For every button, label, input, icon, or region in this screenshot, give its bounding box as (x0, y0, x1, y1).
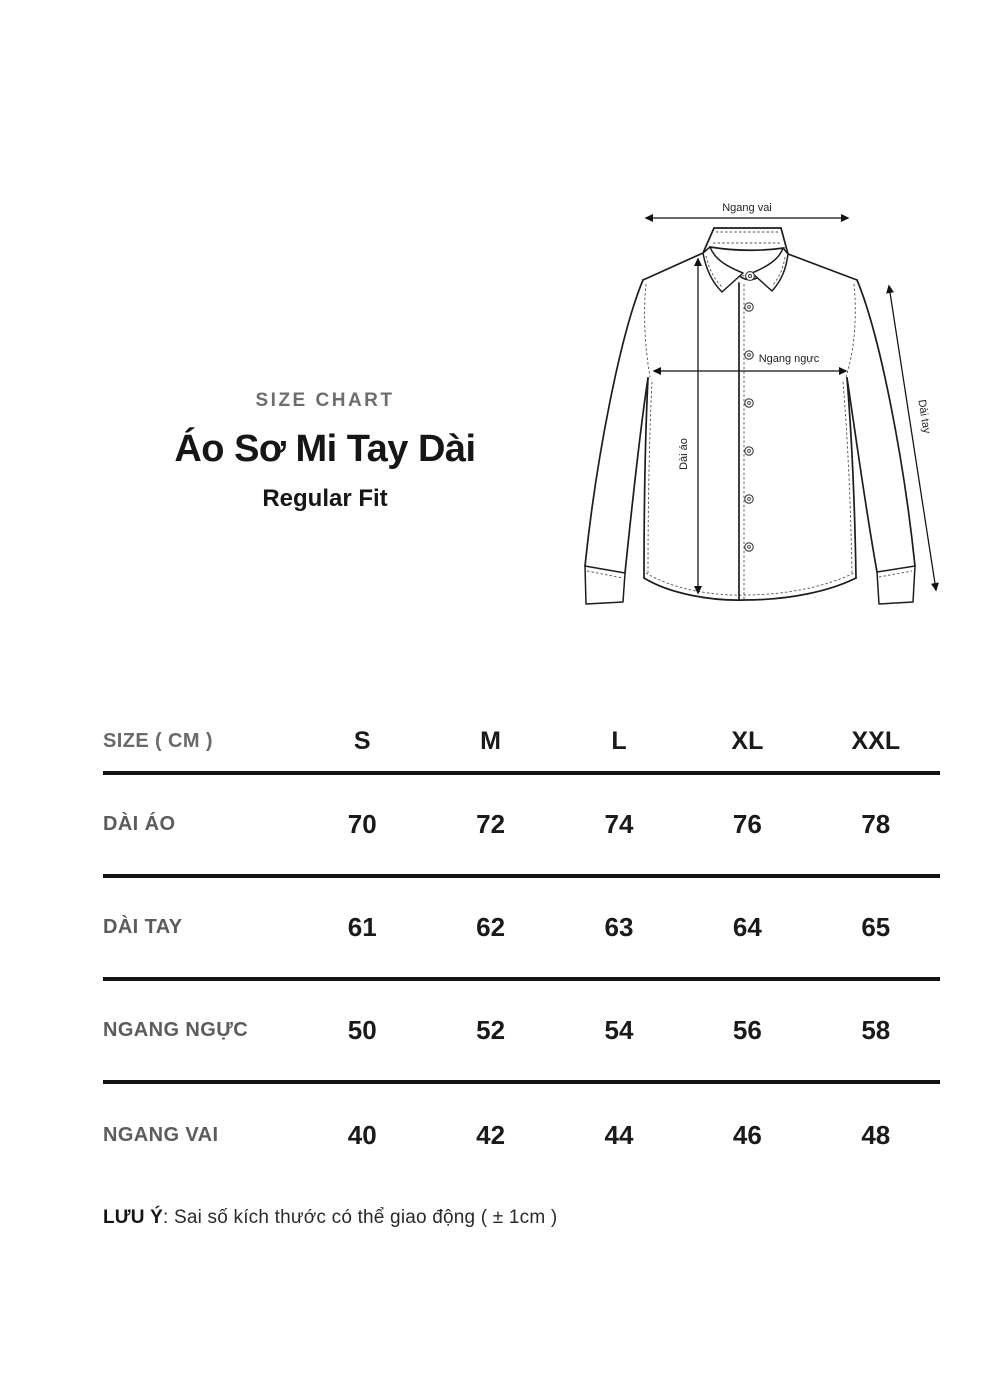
row-label: NGANG NGỰC (103, 1019, 249, 1041)
sleeve-length-label: Dài tay (915, 398, 933, 435)
title-block (60, 390, 590, 513)
size-col-l: L (611, 727, 627, 755)
size-col-m: M (480, 727, 501, 755)
cell-value: 56 (732, 1015, 762, 1045)
cell-value: 46 (732, 1120, 762, 1150)
cell-value: 76 (732, 809, 762, 839)
cell-value: 63 (604, 912, 634, 942)
body-length-label: Dài áo (678, 438, 690, 470)
cell-value: 78 (861, 809, 891, 839)
cell-value: 50 (347, 1015, 377, 1045)
cell-value: 70 (347, 809, 377, 839)
size-chart-eyebrow: SIZE CHART (255, 390, 395, 411)
fit-subtitle: Regular Fit (262, 485, 388, 512)
right-sleeve-outline (857, 280, 915, 566)
cell-value: 42 (476, 1120, 506, 1150)
note-bold-prefix: LƯU Ý (103, 1207, 164, 1228)
cell-value: 40 (347, 1120, 377, 1150)
cell-value: 64 (732, 912, 762, 942)
row-label: DÀI TAY (103, 916, 183, 938)
left-cuff (585, 566, 625, 604)
placket-buttons (745, 303, 753, 551)
row-label: DÀI ÁO (103, 813, 176, 835)
left-side-seam (648, 382, 652, 574)
size-table-header-row (103, 712, 940, 775)
size-unit-header: SIZE ( CM ) (103, 730, 213, 752)
cell-value: 52 (476, 1015, 506, 1045)
cell-value: 58 (861, 1015, 891, 1045)
size-col-xl: XL (731, 727, 764, 755)
cell-value: 65 (861, 912, 891, 942)
shoulder-width-label: Ngang vai (722, 202, 772, 214)
cell-value: 44 (604, 1120, 634, 1150)
right-armhole-seam (846, 284, 855, 377)
bottom-hem (644, 578, 856, 600)
size-col-s: S (353, 727, 371, 755)
product-title: Áo Sơ Mi Tay Dài (174, 428, 476, 470)
right-collar-wing (752, 248, 788, 291)
cell-value: 74 (604, 809, 634, 839)
collar-band-bottom (710, 247, 784, 250)
shirt-technical-drawing-svg (560, 170, 980, 630)
cell-value: 61 (347, 912, 377, 942)
table-row-shoulder-width (103, 1084, 940, 1187)
cell-value: 72 (476, 809, 506, 839)
left-sleeve-outline (585, 280, 643, 566)
right-cuff (877, 566, 915, 604)
left-armhole-seam (645, 284, 650, 377)
table-row-sleeve-length (103, 878, 940, 981)
collar-button (746, 272, 755, 281)
cell-value: 54 (604, 1015, 634, 1045)
note-text: : Sai số kích thước có thể giao động ( ± 1cm ) (163, 1207, 558, 1228)
cell-value: 62 (476, 912, 506, 942)
left-shoulder (643, 253, 703, 280)
left-body-side (644, 378, 648, 578)
table-row-body-length (103, 775, 940, 878)
right-shoulder (788, 254, 857, 280)
chest-width-label: Ngang ngực (758, 353, 820, 365)
table-row-chest-width (103, 981, 940, 1084)
size-col-xxl: XXL (851, 727, 901, 755)
cell-value: 48 (861, 1120, 891, 1150)
row-label: NGANG VAI (103, 1124, 219, 1146)
shirt-measurement-diagram (560, 170, 980, 630)
left-collar-wing (703, 247, 743, 292)
tolerance-note (103, 1207, 557, 1229)
size-table (103, 712, 940, 1187)
right-side-seam (843, 382, 852, 574)
